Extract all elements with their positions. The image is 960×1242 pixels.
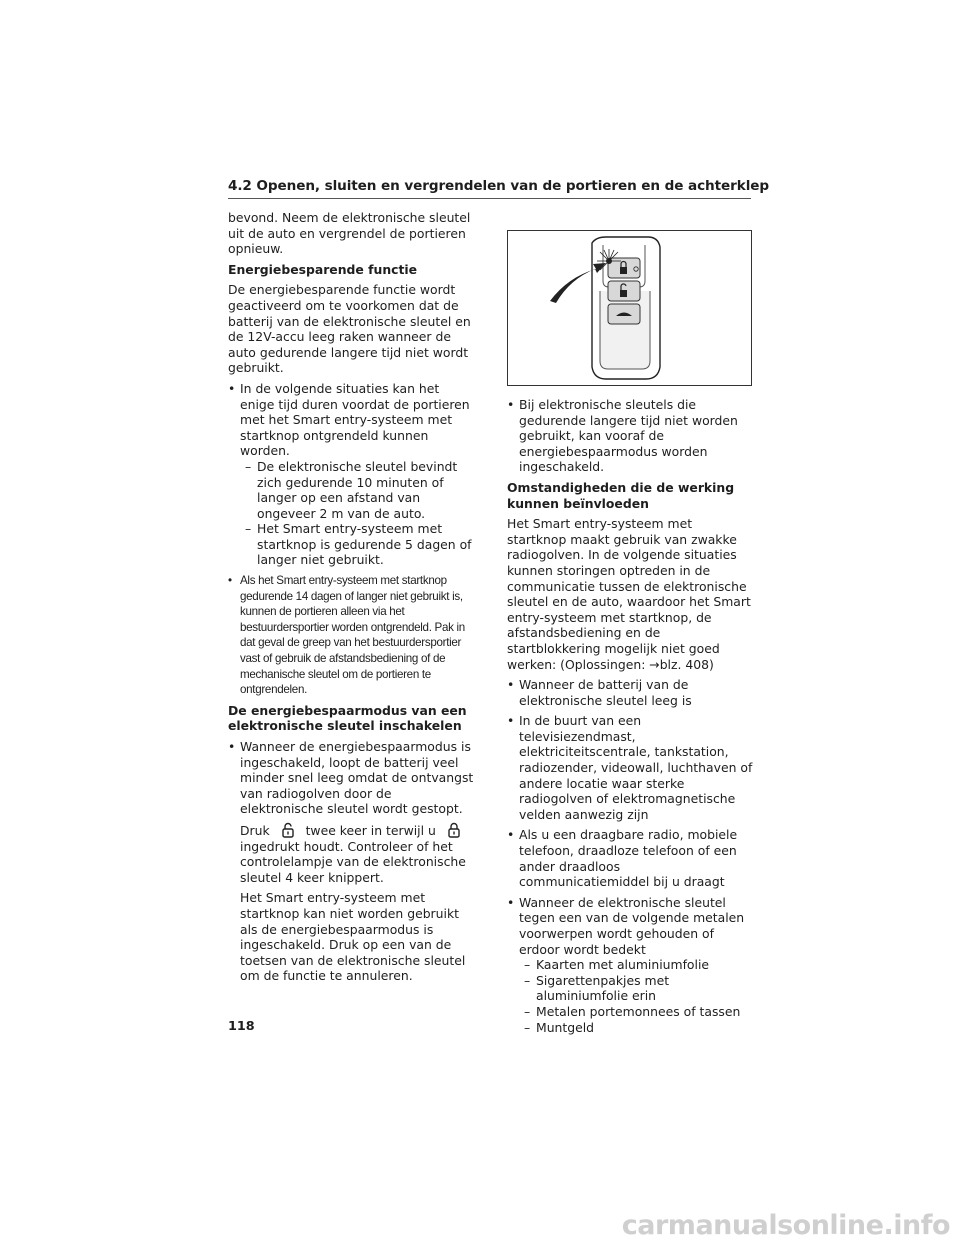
condition-item: • In de buurt van een televisiezendmast, elektriciteitscentrale, tankstation, radiozender, videowall, luchthaven of andere locatie waar sterke radiogolven of elektromagnetische velden aanwezig zijn	[507, 713, 753, 822]
key-fob-illustration	[507, 230, 752, 386]
bullet-long-unused: • Bij elektronische sleutels die gedurende langere tijd niet worden gebruikt, kan vooraf de energiebespaarmodus worden ingeschakeld.	[507, 397, 753, 475]
press-text-a: Druk	[240, 822, 270, 838]
lock-button-icon	[444, 822, 464, 838]
unlock-button-icon	[278, 822, 298, 838]
condition-item: • Als u een draagbare radio, mobiele telefoon, draadloze telefoon of een ander draadloos communicatiemiddel bij u draagt	[507, 827, 753, 889]
metal-object-item: – Kaarten met aluminiumfolie	[507, 957, 753, 973]
left-column	[228, 210, 476, 989]
condition-item: • Wanneer de elektronische sleutel tegen een van de volgende metalen voorwerpen wordt gehouden of erdoor wordt bedekt	[507, 895, 753, 957]
energy-text: De energiebesparende functie wordt geactiveerd om te voorkomen dat de batterij van de elektronische sleutel en de 12V-accu leeg raken wanneer de auto gedurende langere tijd niet wordt gebruikt.	[228, 282, 471, 376]
conditions-text: Het Smart entry-systeem met startknop maakt gebruik van zwakke radiogolven. In de volgende situaties kunnen storingen optreden in de communicatie tussen de elektronische sleutel en de auto, waardoor het Smart entry-systeem met startknop, de afstandsbediening en de startblokkering mogelijk niet goed werken: (Oplossingen: →blz. 408)	[507, 516, 751, 672]
heading-energy-save-mode: De energiebespaarmodus van een elektronische sleutel inschakelen	[228, 702, 467, 734]
press-text-b: twee keer in terwijl u	[305, 822, 436, 838]
metal-object-item: – Metalen portemonnees of tassen	[507, 1004, 753, 1020]
dash-item: – De elektronische sleutel bevindt zich gedurende 10 minuten of langer op een afstand van ongeveer 2 m van de auto.	[228, 459, 476, 521]
heading-energy-function: Energiebesparende functie	[228, 261, 418, 277]
intro-text: bevond. Neem de elektronische sleutel uit de auto en vergrendel de portieren opnieuw.	[228, 210, 471, 257]
bullet-14-days: • Als het Smart entry-systeem met startknop gedurende 14 dagen of langer niet gebruikt is, kunnen de portieren alleen via het bestuurdersportier worden ontgrendeld. Pak in dat geval de greep van het bestuurdersportier vast of gebruik de afstandsbediening of de mechanische sleutel om de portieren te ontgrendelen.	[228, 573, 476, 698]
condition-item: • Wanneer de batterij van de elektronische sleutel leeg is	[507, 677, 753, 708]
right-column	[507, 397, 753, 1035]
key-fob-drawing	[508, 231, 751, 385]
section-header: 4.2 Openen, sluiten en vergrendelen van de portieren en de achterklep	[228, 178, 751, 199]
heading-conditions: Omstandigheden die de werking kunnen beïnvloeden	[507, 479, 735, 511]
page-number: 118	[228, 1019, 255, 1034]
dash-item: – Het Smart entry-systeem met startknop is gedurende 5 dagen of langer niet gebruikt.	[228, 521, 476, 568]
press-instruction	[228, 822, 476, 885]
press-text-c: ingedrukt houdt. Controleer of het controlelampje van de elektronische sleutel 4 keer knippert.	[240, 838, 466, 885]
metal-object-item: – Sigarettenpakjes met aluminiumfolie erin	[507, 973, 753, 1004]
metal-object-item: – Muntgeld	[507, 1020, 753, 1036]
cancel-text: Het Smart entry-systeem met startknop kan niet worden gebruikt als de energiebespaarmodus is ingeschakeld. Druk op een van de toetsen van de elektronische sleutel om de functie te annuleren.	[240, 890, 466, 984]
bullet-unlock-delay	[228, 381, 476, 568]
bullet-save-mode: • Wanneer de energiebespaarmodus is ingeschakeld, loopt de batterij veel minder snel leeg omdat de ontvangst van radiogolven door de elektronische sleutel wordt gestopt.	[228, 739, 476, 817]
bullet-text: In de volgende situaties kan het enige tijd duren voordat de portieren met het Smart entry-systeem met startknop ontgrendeld kunnen worden.	[240, 380, 470, 459]
watermark: carmanualsonline.info	[621, 1210, 950, 1241]
